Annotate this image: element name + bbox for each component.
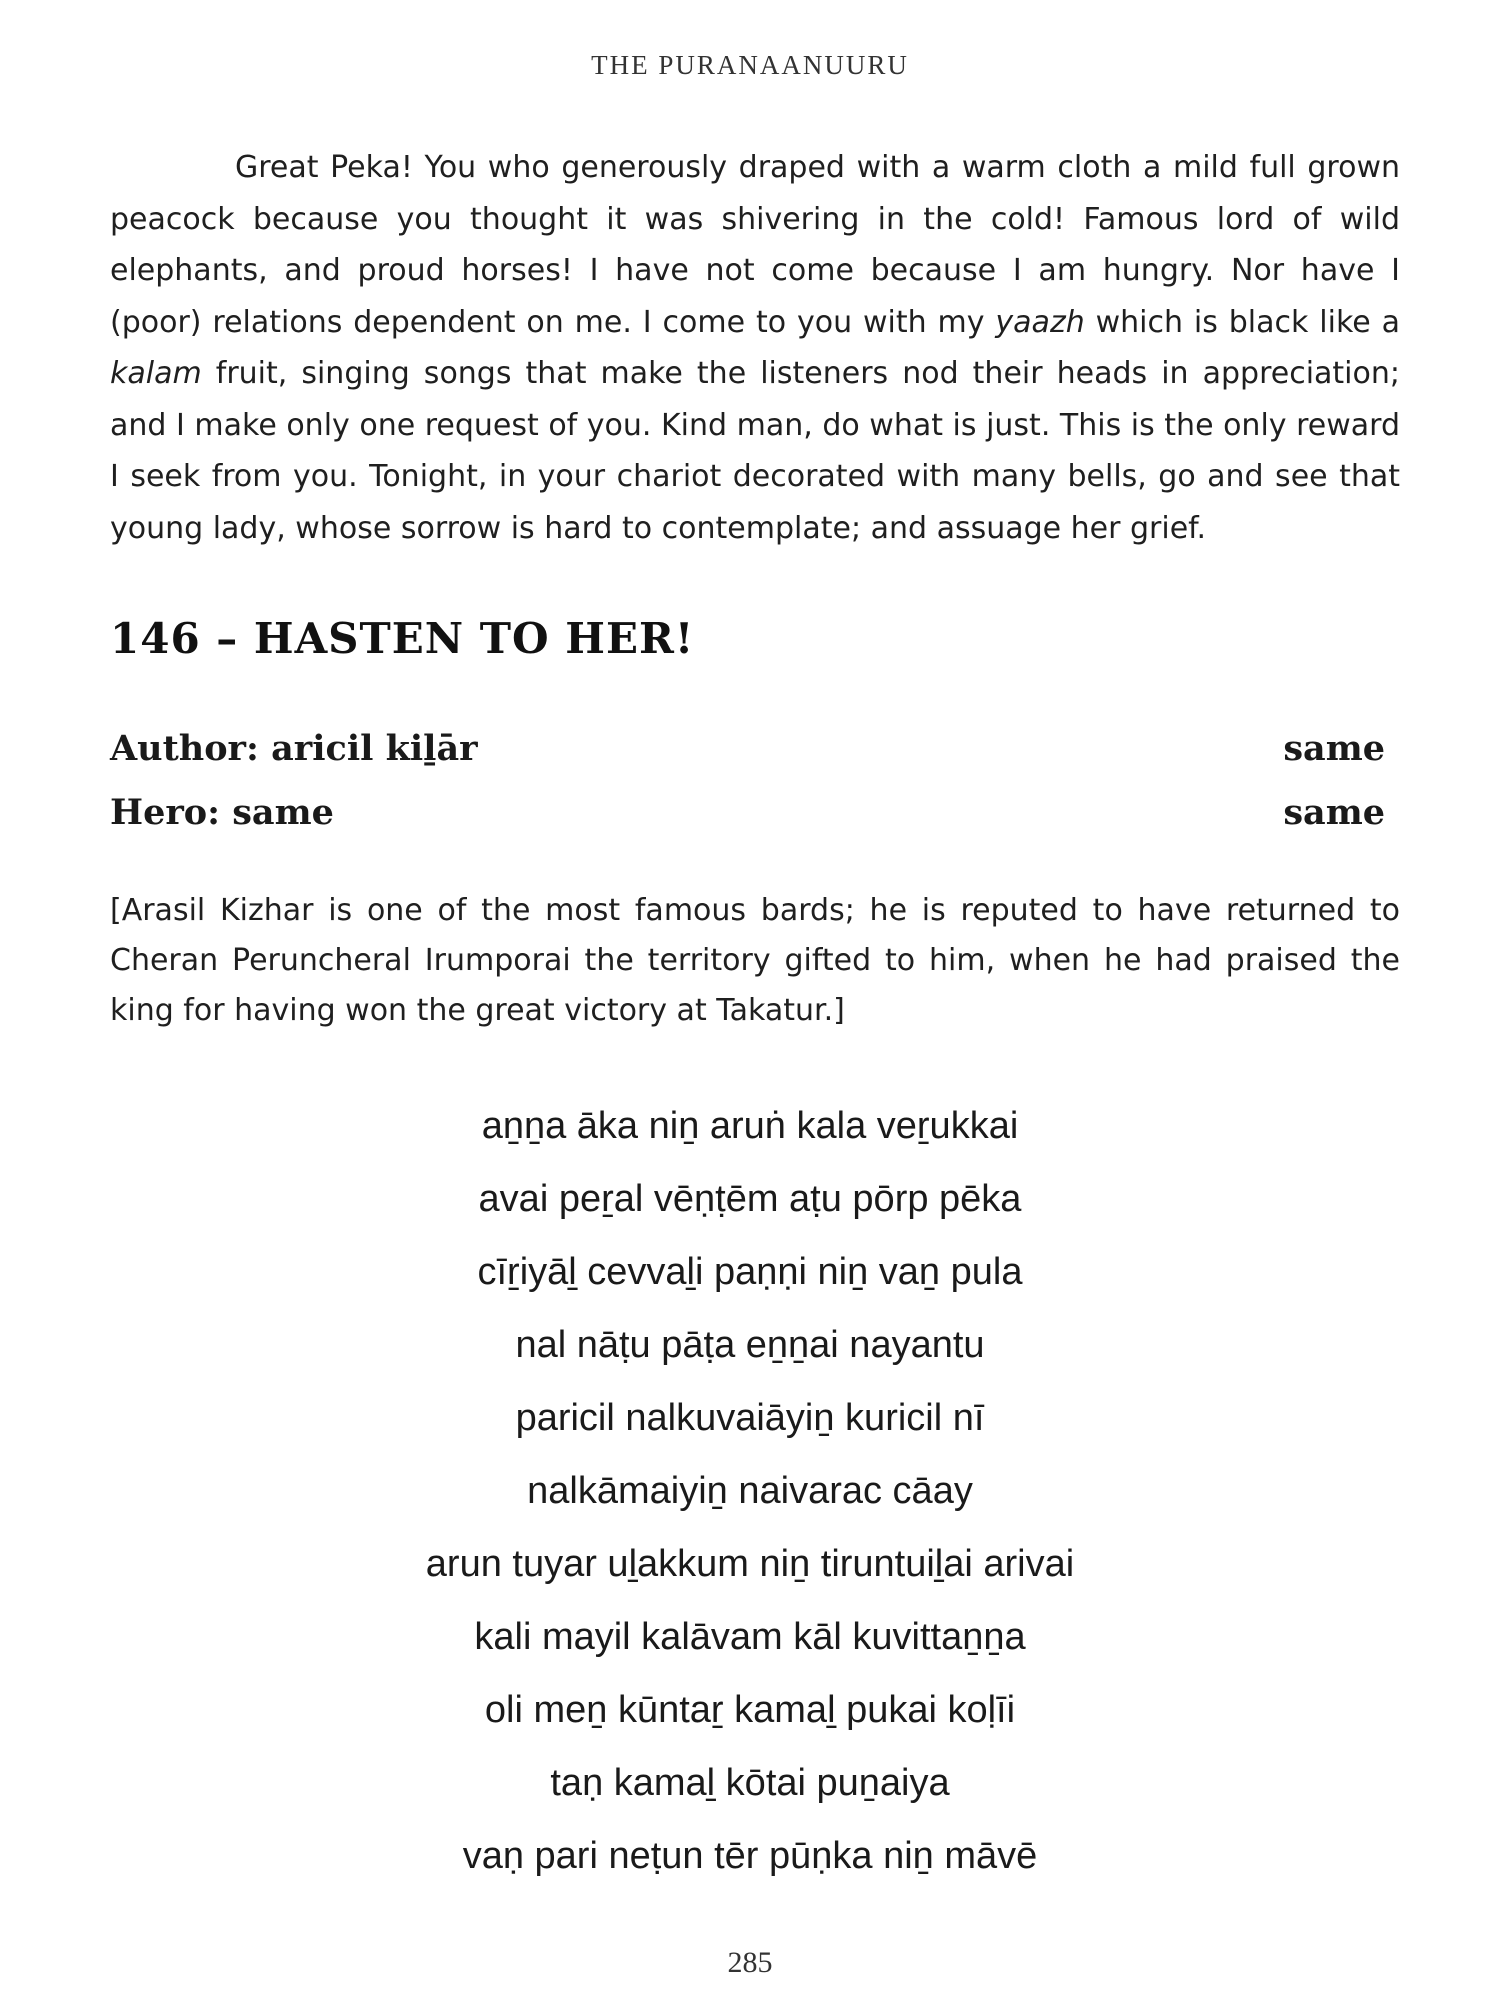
hero-line bbox=[110, 792, 1385, 833]
verse-line: paricil nalkuvaiāyiṉ kuricil nī bbox=[515, 1397, 985, 1439]
author-label: Author: aricil kiḻār bbox=[110, 728, 478, 769]
hero-label: Hero: same bbox=[110, 792, 334, 833]
author-value: same bbox=[1283, 728, 1385, 769]
verse-line: kali mayil kalāvam kāl kuvittaṉṉa bbox=[474, 1616, 1026, 1658]
bracketed-note: [Arasil Kizhar is one of the most famous bards; he is reputed to have returned to Cheran Peruncheral Irumporai the territory gifted to him, when he had praised the king for having won the great victory at Takatur.] bbox=[110, 893, 1400, 1028]
verse-line: oli meṉ kūntaṟ kamaḻ pukai koḷīi bbox=[484, 1689, 1016, 1731]
verse-line: nal nāṭu pāṭa eṉṉai nayantu bbox=[515, 1324, 985, 1366]
paragraph-italic-kalam: kalam bbox=[110, 356, 202, 391]
verse-line: avai peṟal vēṇṭēm aṭu pōrp pēka bbox=[478, 1178, 1022, 1220]
paragraph-text-part2: which is black like a bbox=[1084, 304, 1400, 340]
verse-block bbox=[0, 1090, 1500, 1893]
paragraph-italic-yaazh: yaazh bbox=[995, 304, 1085, 340]
paragraph-text-part3: fruit, singing songs that make the listeners nod their heads in appreciation; and I make only one request of you. Kind man, do what is just. This is the only reward I seek from you. Tonight, in your chariot decorated with many bells, go and see that young lady, whose sorrow is hard to contemplate; and assuage her grief. bbox=[110, 356, 1400, 546]
running-head: THE PURANAANUURU bbox=[591, 50, 909, 80]
verse-line: taṇ kamaḻ kōtai puṉaiya bbox=[550, 1762, 950, 1804]
page-number: 285 bbox=[727, 1946, 773, 1979]
hero-value: same bbox=[1283, 792, 1385, 833]
verse-line: nalkāmaiyiṉ naivarac cāay bbox=[527, 1470, 973, 1512]
verse-line: arun tuyar uḻakkum niṉ tiruntuiḻai arivai bbox=[425, 1543, 1075, 1585]
paragraph-text-part1: Great Peka! You who generously draped with a warm cloth a mild full grown peacock because you thought it was shivering in the cold! Famous lord of wild elephants, and proud horses! I have not come because I am hungry. Nor have I (poor) relations dependent on me. I come to you with my bbox=[110, 150, 1400, 340]
verse-line: vaṇ pari neṭun tēr pūṇka niṉ māvē bbox=[462, 1835, 1038, 1877]
opening-paragraph bbox=[110, 142, 1400, 554]
section-title: 146 – HASTEN TO HER! bbox=[110, 614, 695, 663]
verse-line: aṉṉa āka niṉ aruṅ kala veṟukkai bbox=[481, 1105, 1019, 1147]
verse-line: cīṟiyāḻ cevvaḻi paṇṇi niṉ vaṉ pula bbox=[477, 1251, 1023, 1293]
author-line bbox=[110, 728, 1385, 769]
